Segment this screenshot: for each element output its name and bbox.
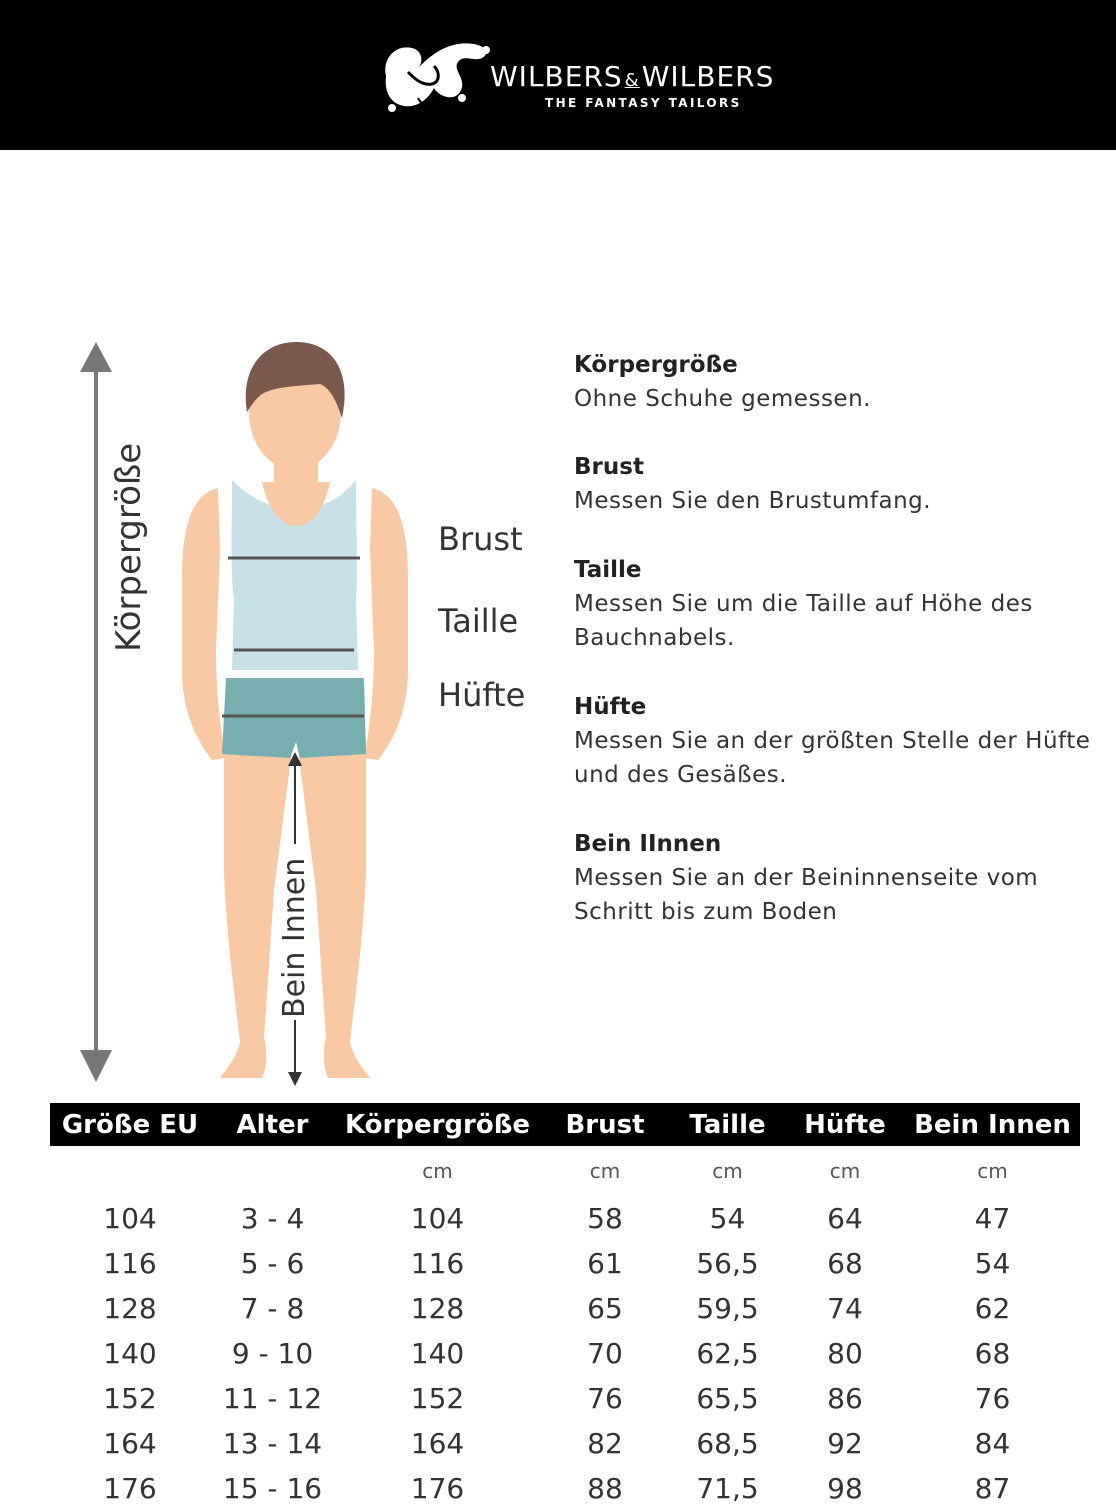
desc-text: Messen Sie den Brustumfang. (574, 488, 932, 514)
table-cell: 71,5 (696, 1472, 759, 1505)
brand-header (0, 0, 1116, 150)
size-table (50, 1103, 1080, 1511)
table-cell: 176 (103, 1472, 157, 1505)
table-cell: 70 (587, 1337, 623, 1370)
table-cell: 116 (410, 1247, 465, 1280)
table-cell: 65 (587, 1292, 623, 1325)
table-header-row (50, 1103, 1080, 1146)
column-header: Alter (210, 1103, 335, 1146)
unit-cell: cm (829, 1159, 861, 1183)
table-cell: 59,5 (696, 1292, 759, 1325)
table-cell: 9 - 10 (231, 1337, 314, 1370)
table-cell: 82 (587, 1427, 623, 1460)
desc-title: Hüfte (574, 694, 647, 720)
table-row (50, 1466, 1080, 1511)
table-cell: 61 (587, 1247, 623, 1280)
table-row (50, 1196, 1080, 1241)
table-row (50, 1331, 1080, 1376)
table-cell: 176 (410, 1472, 465, 1505)
desc-waist (574, 553, 1094, 655)
desc-title: Brust (574, 454, 644, 480)
unit-cell: cm (977, 1159, 1008, 1183)
table-cell: 86 (827, 1382, 863, 1415)
desc-chest (574, 450, 1094, 518)
table-cell: 68 (827, 1247, 863, 1280)
table-row (50, 1241, 1080, 1286)
table-cell: 74 (827, 1292, 863, 1325)
desc-text: Messen Sie an der größten Stelle der Hüfte und des Gesäßes. (574, 728, 1091, 788)
table-cell: 7 - 8 (240, 1292, 305, 1325)
table-cell: 56,5 (696, 1247, 759, 1280)
table-cell: 76 (974, 1382, 1011, 1415)
height-arrow-icon (80, 342, 112, 1082)
unit-cell: cm (422, 1159, 453, 1183)
table-cell: 80 (827, 1337, 863, 1370)
table-cell: 64 (827, 1202, 863, 1235)
brand-ampersand: & (624, 70, 640, 91)
table-row (50, 1376, 1080, 1421)
height-side-label: Körpergröße (109, 442, 149, 652)
unit-cell (50, 1146, 210, 1196)
table-cell: 87 (974, 1472, 1011, 1505)
table-cell: 62,5 (696, 1337, 759, 1370)
table-row (50, 1286, 1080, 1331)
desc-height (574, 348, 1094, 416)
table-cell: 15 - 16 (222, 1472, 323, 1505)
table-cell: 164 (103, 1427, 157, 1460)
table-cell: 47 (974, 1202, 1011, 1235)
desc-inseam (574, 827, 1094, 929)
brand-name-left: WILBERS (490, 60, 623, 93)
table-row (50, 1421, 1080, 1466)
brand-tagline: THE FANTASY TAILORS (545, 96, 742, 110)
table-cell: 13 - 14 (222, 1427, 323, 1460)
table-cell: 88 (587, 1472, 623, 1505)
table-cell: 128 (103, 1292, 157, 1325)
column-header: Hüfte (785, 1103, 905, 1146)
table-cell: 140 (103, 1337, 157, 1370)
table-cell: 54 (709, 1202, 746, 1235)
body-measurement-figure (0, 330, 560, 1100)
column-header: Taille (670, 1103, 785, 1146)
brand-name-right: WILBERS (641, 60, 775, 93)
table-cell: 128 (410, 1292, 465, 1325)
table-cell: 65,5 (696, 1382, 759, 1415)
table-cell: 140 (410, 1337, 465, 1370)
brand-name (490, 60, 774, 93)
column-header: Bein Innen (905, 1103, 1080, 1146)
table-cell: 152 (103, 1382, 157, 1415)
table-cell: 76 (587, 1382, 623, 1415)
table-cell: 58 (587, 1202, 623, 1235)
table-cell: 104 (103, 1202, 157, 1235)
desc-text: Messen Sie an der Beininnenseite vom Schritt bis zum Boden (574, 865, 1039, 925)
unit-cell: cm (712, 1159, 743, 1183)
desc-title: Taille (574, 557, 642, 583)
table-cell: 11 - 12 (222, 1382, 323, 1415)
column-header: Körpergröße (335, 1103, 540, 1146)
table-cell: 54 (974, 1247, 1011, 1280)
table-cell: 62 (974, 1292, 1011, 1325)
table-cell: 116 (103, 1247, 157, 1280)
chest-label: Brust (438, 520, 523, 558)
column-header: Brust (540, 1103, 670, 1146)
table-cell: 152 (410, 1382, 465, 1415)
hip-label: Hüfte (438, 676, 526, 714)
desc-text: Ohne Schuhe gemessen. (574, 386, 871, 412)
table-cell: 68,5 (696, 1427, 759, 1460)
desc-hip (574, 690, 1094, 792)
unit-cell (210, 1146, 335, 1196)
table-cell: 98 (827, 1472, 863, 1505)
unit-row (50, 1146, 1080, 1196)
table-cell: 5 - 6 (240, 1247, 305, 1280)
desc-title: Körpergröße (574, 352, 738, 378)
inseam-side-label: Bein Innen (277, 857, 312, 1018)
unit-cell: cm (589, 1159, 621, 1183)
table-cell: 164 (410, 1427, 465, 1460)
table-cell: 92 (827, 1427, 863, 1460)
jester-hat-logo-icon (378, 36, 494, 116)
desc-title: Bein IInnen (574, 831, 722, 857)
column-header: Größe EU (50, 1103, 210, 1146)
desc-text: Messen Sie um die Taille auf Höhe des Bauchnabels. (574, 591, 1033, 651)
table-cell: 104 (410, 1202, 465, 1235)
table-cell: 3 - 4 (240, 1202, 305, 1235)
table-cell: 68 (974, 1337, 1011, 1370)
waist-label: Taille (438, 602, 519, 640)
table-cell: 84 (974, 1427, 1011, 1460)
